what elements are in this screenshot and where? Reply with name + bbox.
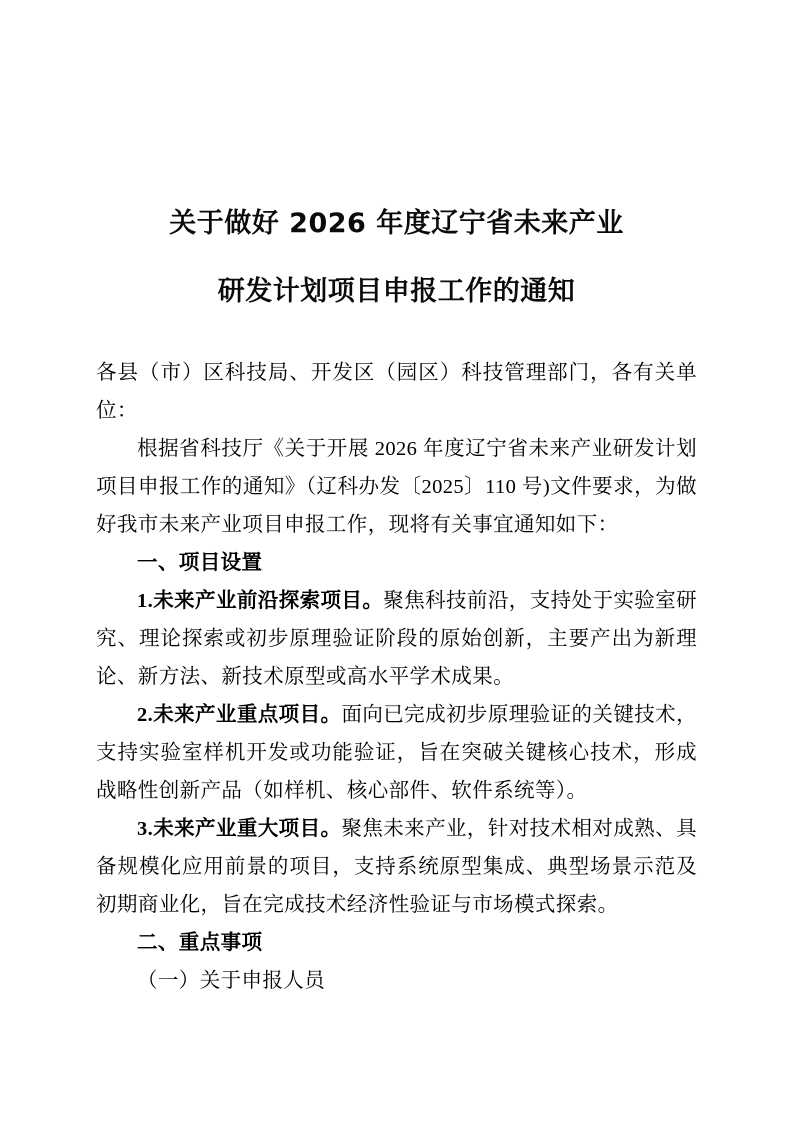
page-title-line-1: 关于做好 2026 年度辽宁省未来产业 <box>169 208 624 239</box>
document-body <box>96 354 697 1000</box>
section-one-item-1 <box>96 582 697 696</box>
section-one-item-1-label: 1.未来产业前沿探索项目。 <box>137 590 384 612</box>
section-one-item-2-text: 面向已完成初步原理验证的关键技术，支持实验室样机开发或功能验证，旨在突破关键核心技术，形成战略性创新产品（如样机、核心部件、软件系统等）。 <box>96 704 697 802</box>
section-two-sub-heading: （一）关于申报人员 <box>137 970 326 992</box>
section-one-heading: 一、项目设置 <box>137 552 263 574</box>
section-one-item-3 <box>96 810 697 924</box>
page-title-line-2: 研发计划项目申报工作的通知 <box>217 276 576 307</box>
section-one-item-1-text: 聚焦科技前沿，支持处于实验室研究、理论探索或初步原理验证阶段的原始创新，主要产出为新理论、新方法、新技术原型或高水平学术成果。 <box>96 590 698 688</box>
section-one-item-3-text: 聚焦未来产业，针对技术相对成熟、具备规模化应用前景的项目，支持系统原型集成、典型场景示范及初期商业化，旨在完成技术经济性验证与市场模式探索。 <box>96 818 697 916</box>
salutation: 各县（市）区科技局、开发区（园区）科技管理部门，各有关单位： <box>96 362 697 422</box>
section-one-item-2 <box>96 696 697 810</box>
page-title <box>96 190 697 326</box>
section-one-item-3-label: 3.未来产业重大项目。 <box>137 818 342 840</box>
paragraph-basis: 根据省科技厅《关于开展 2026 年度辽宁省未来产业研发计划项目申报工作的通知》（辽科办发〔2025〕110 号)文件要求，为做好我市未来产业项目申报工作，现将有关事宜通知如下： <box>96 438 697 536</box>
section-two-heading: 二、重点事项 <box>137 932 263 954</box>
section-one-item-2-label: 2.未来产业重点项目。 <box>137 704 342 726</box>
